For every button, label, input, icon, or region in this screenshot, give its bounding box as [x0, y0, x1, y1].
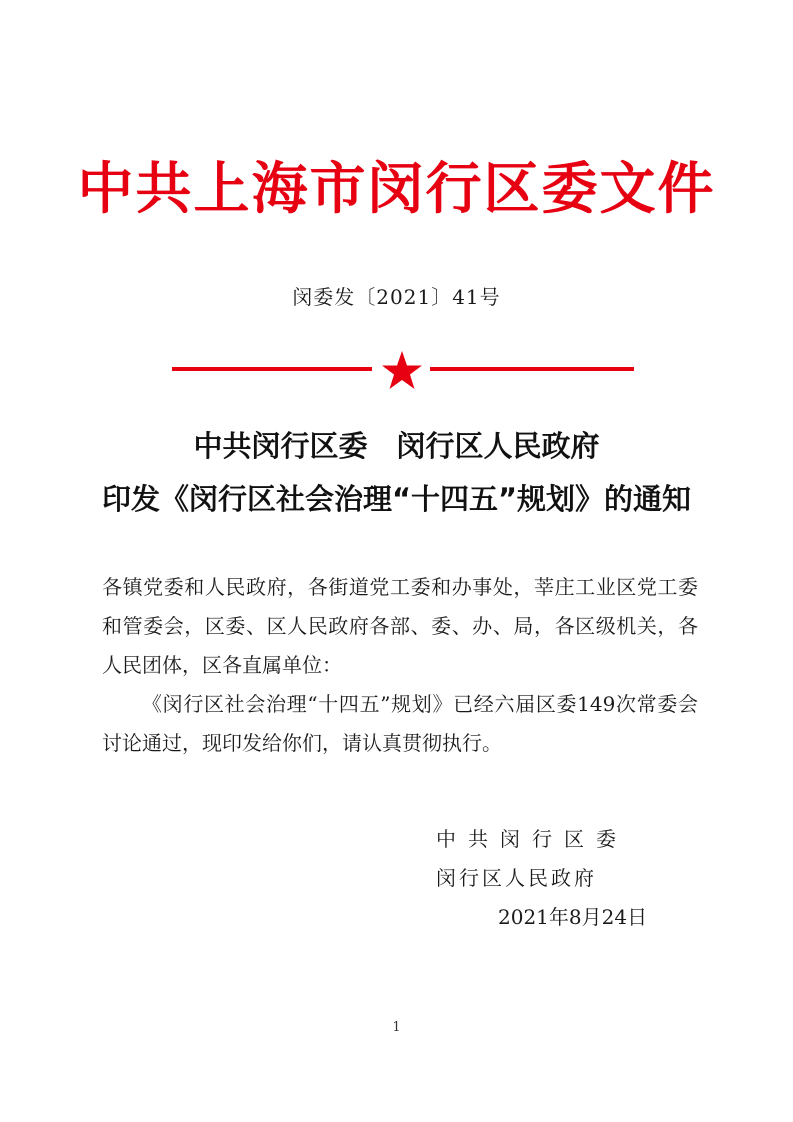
recipients-paragraph: 各镇党委和人民政府，各街道党工委和办事处，莘庄工业区党工委和管委会，区委、区人民政府各部、委、办、局，各区级机关，各人民团体，区各直属单位： [102, 575, 698, 677]
page-number: 1 [392, 1020, 401, 1035]
star-icon [381, 350, 423, 390]
title-line-1: 中共闵行区委 闵行区人民政府 [193, 429, 600, 463]
title-line-2: 印发《闵行区社会治理“十四五”规划》的通知 [101, 482, 692, 516]
divider-line-right [430, 367, 634, 371]
signature-date: 2021年8月24日 [498, 905, 648, 929]
red-divider [172, 350, 634, 390]
document-number: 闵委发〔2021〕41号 [292, 285, 501, 309]
document-title [0, 420, 793, 526]
signature-block [436, 820, 696, 937]
divider-line-left [172, 367, 372, 371]
masthead-title: 中共上海市闵行区委文件 [77, 157, 716, 222]
body-text [102, 568, 698, 763]
signature-org-government: 闵行区人民政府 [436, 866, 597, 890]
signature-org-party: 中共闵行区委 [436, 827, 628, 851]
content-paragraph: 《闵行区社会治理“十四五”规划》已经六届区委149次常委会讨论通过，现印发给你们，请认真贯彻执行。 [102, 692, 698, 755]
